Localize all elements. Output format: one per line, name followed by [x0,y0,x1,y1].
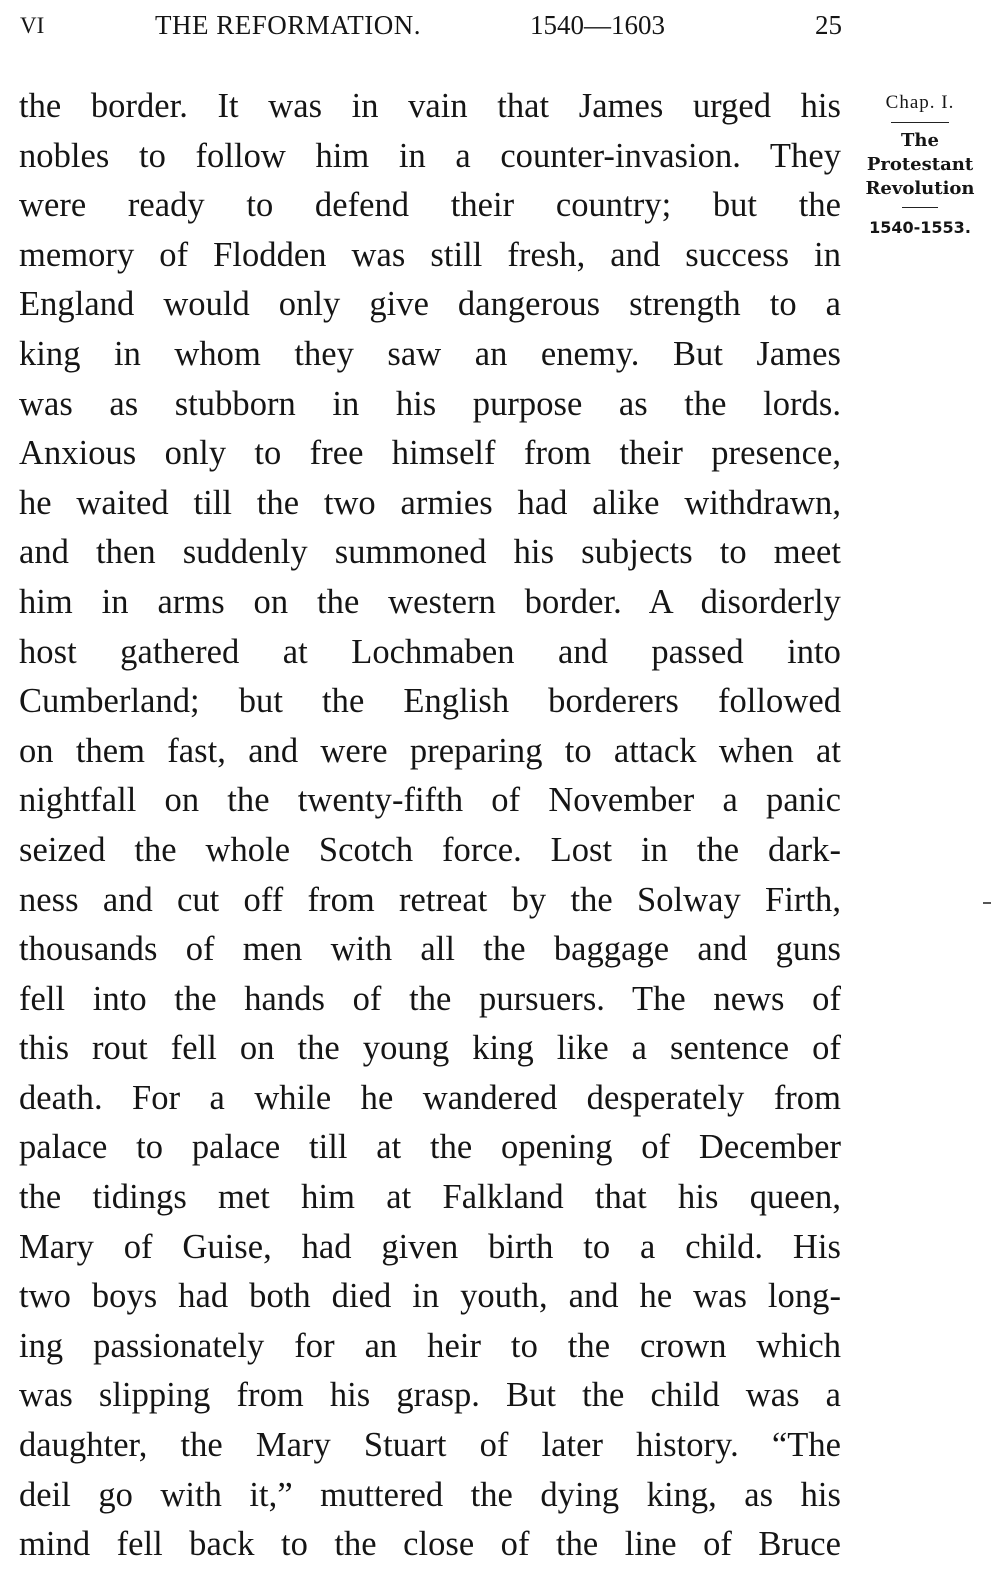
text-line: nightfall on the twenty-fifth of November a panic [19,781,841,820]
text-line: memory of Flodden was still fresh, and success in [19,235,841,274]
text-line: ness and cut off from retreat by the Solway Firth, [19,880,841,919]
text-line: thousands of men with all the baggage and guns [19,930,841,969]
text-line: Mary of Guise, had given birth to a child. His [19,1227,841,1266]
page-number: 25 [815,10,842,40]
side-note-chapter: Chap. I. [885,92,955,113]
text-line: deil go with it,” muttered the dying king, as his [19,1475,841,1514]
side-note-topic-line: Protestant [866,154,974,175]
side-note-dates: 1540-1553. [869,218,971,237]
text-line: seized the whole Scotch force. Lost in the dark- [19,830,841,869]
side-note-topic-line: The [901,130,939,151]
running-header [20,10,842,46]
side-note-topic-line: Revolution [865,178,975,199]
header-dates: 1540—1603 [530,10,665,40]
text-line: the border. It was in vain that James urged his [19,87,841,125]
text-line: fell into the hands of the pursuers. The news of [19,979,841,1018]
text-line: two boys had both died in youth, and he was long- [19,1277,841,1316]
header-chapter-number: VI [20,13,45,38]
print-speck [983,902,991,904]
text-line: this rout fell on the young king like a sentence of [19,1029,841,1068]
text-line: host gathered at Lochmaben and passed into [19,632,841,671]
text-line: Anxious only to free himself from their presence, [19,434,841,473]
text-line: daughter, the Mary Stuart of later history. “The [19,1426,841,1465]
text-line: palace to palace till at the opening of December [19,1128,841,1167]
text-line: was as stubborn in his purpose as the lords. [19,384,841,423]
text-line: he waited till the two armies had alike withdrawn, [19,483,841,522]
side-note-topic [850,129,990,201]
text-line: the tidings met him at Falkland that his queen, [19,1178,841,1217]
body-text [19,82,841,1570]
side-note [850,88,990,240]
text-line: king in whom they saw an enemy. But James [19,334,841,373]
text-line: nobles to follow him in a counter-invasion. They [19,136,841,175]
text-line: him in arms on the western border. A disorderly [19,582,841,621]
side-note-divider [902,207,938,208]
text-line: Cumberland; but the English borderers followed [19,682,841,721]
text-line: mind fell back to the close of the line of Bruce [19,1525,841,1564]
header-title: THE REFORMATION. [155,10,422,40]
text-line: death. For a while he wandered desperately from [19,1078,841,1117]
text-line: was slipping from his grasp. But the child was a [19,1376,841,1415]
text-line: were ready to defend their country; but the [19,186,841,225]
text-line: on them fast, and were preparing to attack when at [19,731,841,770]
text-line: ing passionately for an heir to the crown which [19,1326,841,1365]
text-line: England would only give dangerous strength to a [19,285,841,324]
text-line: and then suddenly summoned his subjects to meet [19,533,841,572]
side-note-divider [891,122,949,123]
